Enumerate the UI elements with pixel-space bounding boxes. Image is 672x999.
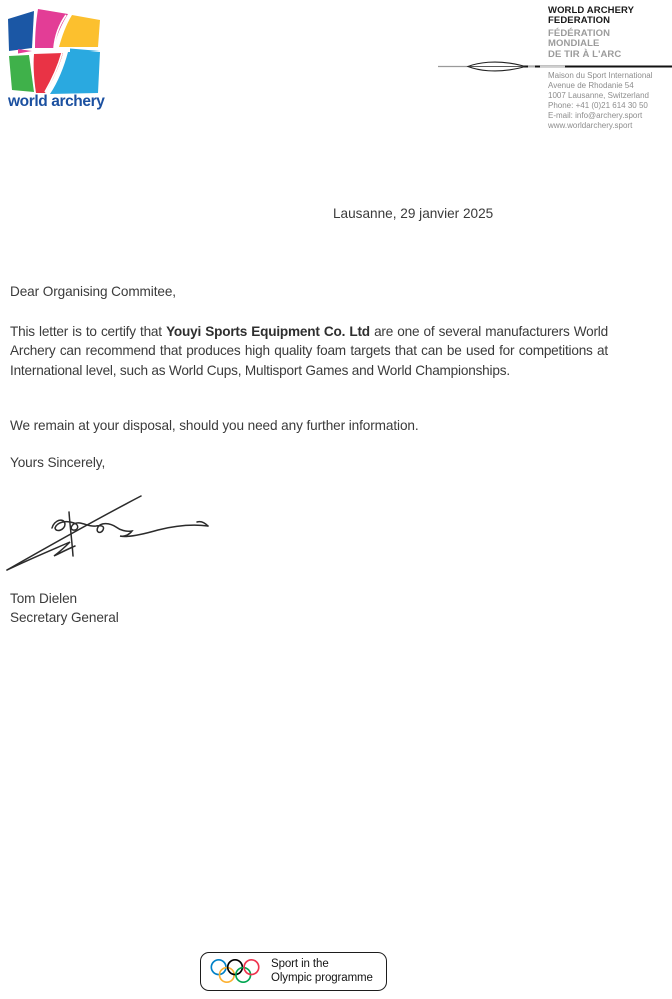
signature-image [2, 486, 214, 574]
logo-wordmark: world archery [8, 93, 105, 110]
para1-suffix: are one of several manufacturers World Archery can recommend that produces high quality foam targets that can be used for competitions at International level, such as World Cups, Multisport Games and World Championships. [10, 324, 608, 378]
badge-text-line2: Olympic programme [271, 971, 373, 984]
signer-name: Tom Dielen [10, 591, 77, 606]
salutation: Dear Organising Commitee, [10, 284, 176, 299]
address-line: Maison du Sport International [548, 71, 653, 80]
body-paragraph-2: We remain at your disposal, should you need any further information. [10, 418, 419, 433]
dateline: Lausanne, 29 janvier 2025 [333, 206, 494, 221]
address-line: 1007 Lausanne, Switzerland [548, 91, 649, 101]
closing: Yours Sincerely, [10, 455, 106, 470]
world-archery-logo-icon [8, 8, 100, 94]
world-archery-logo [8, 8, 100, 94]
address-line: Avenue de Rhodanie 54 [548, 81, 634, 91]
address-line: Phone: +41 (0)21 614 30 50 [548, 101, 648, 111]
org-name-en-line1: WORLD ARCHERY [548, 5, 635, 16]
olympic-badge [200, 952, 387, 991]
org-name-fr [548, 29, 621, 60]
para1-prefix: This letter is to certify that [10, 324, 167, 339]
body-paragraph [10, 322, 608, 380]
signer-block [10, 589, 119, 628]
company-name: Youyi Sports Equipment Co. Ltd [166, 324, 370, 339]
badge-text [271, 958, 373, 986]
olympic-rings-icon [209, 957, 263, 987]
address-line: E-mail: info@archery.sport [548, 111, 643, 121]
address-block [548, 71, 653, 132]
signer-title: Secretary General [10, 610, 119, 626]
org-name-en-line2: FEDERATION [548, 15, 611, 27]
badge-text-line1: Sport in the [271, 957, 329, 970]
org-name-fr-line1: FÉDÉRATION [548, 28, 611, 39]
org-name-fr-line3: DE TIR À L'ARC [548, 48, 622, 60]
org-name-en [548, 6, 634, 27]
address-line: www.worldarchery.sport [548, 121, 633, 131]
org-name-fr-line2: MONDIALE [548, 38, 600, 50]
